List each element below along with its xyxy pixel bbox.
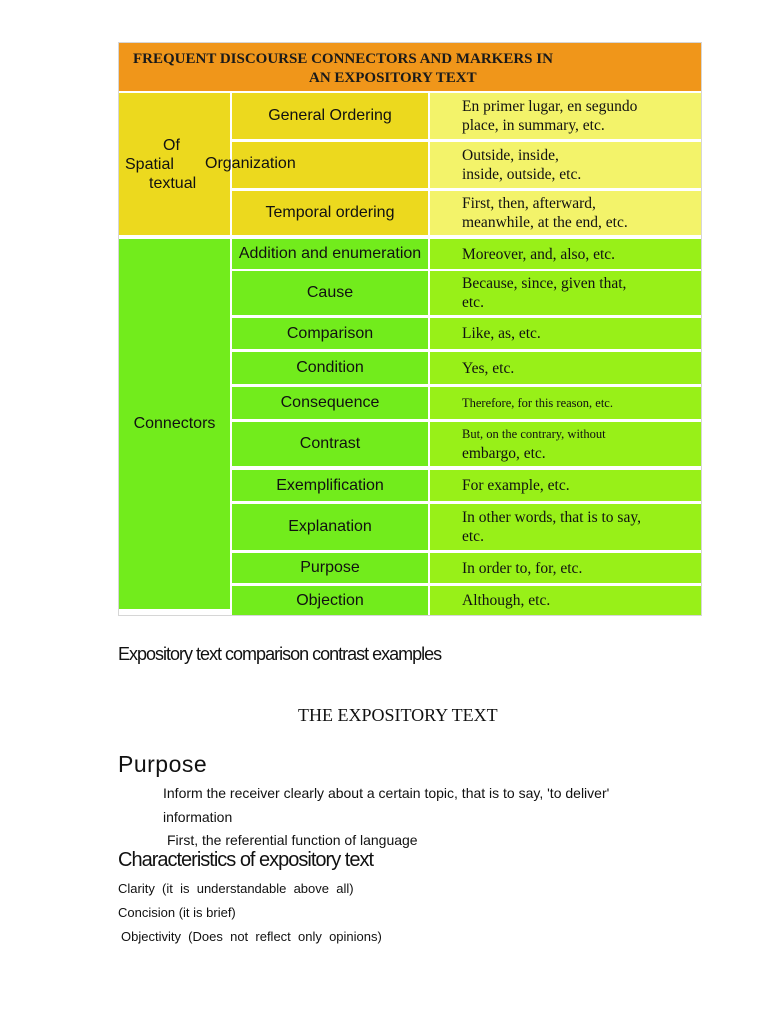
group-label-organization: Organization bbox=[205, 155, 296, 172]
examples-exemplification: For example, etc. bbox=[430, 470, 701, 501]
examples-explanation: In other words, that is to say, etc. bbox=[430, 504, 701, 550]
category-purpose: Purpose bbox=[232, 553, 428, 583]
purpose-text-line1: Inform the receiver clearly about a certain topic, that is to say, 'to deliver' bbox=[163, 785, 610, 801]
examples-general-ordering: En primer lugar, en segundo place, in summary, etc. bbox=[430, 93, 701, 139]
category-explanation: Explanation bbox=[232, 504, 428, 550]
category-addition: Addition and enumeration bbox=[232, 239, 428, 269]
category-exemplification: Exemplification bbox=[232, 470, 428, 501]
category-consequence: Consequence bbox=[232, 387, 428, 419]
examples-consequence: Therefore, for this reason, etc. bbox=[430, 387, 701, 419]
examples-comparison: Like, as, etc. bbox=[430, 318, 701, 349]
group-label-textual: textual bbox=[149, 175, 197, 192]
examples-purpose: In order to, for, etc. bbox=[430, 553, 701, 583]
category-objection: Objection bbox=[232, 586, 428, 615]
examples-contrast: But, on the contrary, without embargo, etc. bbox=[430, 422, 701, 466]
table-header bbox=[119, 43, 701, 91]
characteristic-item: Concision (it is brief) bbox=[118, 905, 236, 920]
document-title: THE EXPOSITORY TEXT bbox=[298, 705, 498, 725]
examples-cause: Because, since, given that, etc. bbox=[430, 271, 701, 315]
examples-condition: Yes, etc. bbox=[430, 352, 701, 384]
purpose-heading: Purpose bbox=[118, 751, 208, 777]
examples-objection: Although, etc. bbox=[430, 586, 701, 615]
group-label-of: Of bbox=[163, 137, 180, 154]
table-header-line2: AN EXPOSITORY TEXT bbox=[309, 70, 477, 86]
examples-temporal-ordering: First, then, afterward, meanwhile, at the end, etc. bbox=[430, 191, 701, 235]
table-header-line1: FREQUENT DISCOURSE CONNECTORS AND MARKERS IN bbox=[133, 51, 553, 67]
purpose-text-line3: First, the referential function of language bbox=[167, 832, 418, 848]
examples-addition: Moreover, and, also, etc. bbox=[430, 239, 701, 269]
category-contrast: Contrast bbox=[232, 422, 428, 466]
connectors-table bbox=[118, 42, 702, 616]
examples-spatial-organization: Outside, inside, inside, outside, etc. bbox=[430, 142, 701, 188]
group-label-spatial: Spatial bbox=[125, 156, 174, 173]
table-caption: Expository text comparison contrast examples bbox=[118, 644, 442, 664]
category-general-ordering: General Ordering bbox=[232, 93, 428, 139]
characteristics-heading: Characteristics of expository text bbox=[118, 849, 373, 871]
category-comparison: Comparison bbox=[232, 318, 428, 349]
category-condition: Condition bbox=[232, 352, 428, 384]
purpose-text-line2: information bbox=[163, 809, 233, 825]
characteristic-item: Objectivity (Does not reflect only opinions) bbox=[121, 929, 382, 944]
category-cause: Cause bbox=[232, 271, 428, 315]
category-temporal-ordering: Temporal ordering bbox=[232, 191, 428, 235]
characteristic-item: Clarity (it is understandable above all) bbox=[118, 881, 354, 896]
group-label-connectors: Connectors bbox=[119, 239, 230, 609]
